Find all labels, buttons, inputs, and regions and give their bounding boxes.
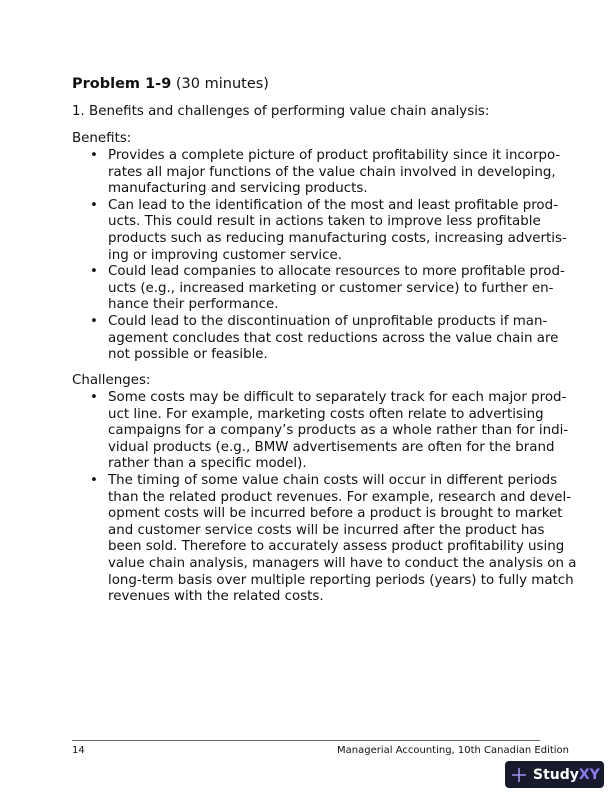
text-line: Could lead to the discontinuation of unprofitable products if man- — [108, 313, 548, 329]
text-line: than the related product revenues. For example, research and devel- — [108, 489, 572, 505]
text-line: products such as reducing manufacturing costs, increasing advertis- — [108, 230, 567, 246]
bullet-icon: • — [90, 313, 98, 329]
list-item — [90, 197, 567, 264]
footer-rule — [72, 740, 540, 741]
text-line: manufacturing and servicing products. — [108, 181, 368, 197]
list-item — [90, 472, 577, 606]
book-title: Managerial Accounting, 10th Canadian Edition — [337, 745, 570, 756]
text-line: been sold. Therefore to accurately assess product profitability using — [108, 539, 565, 555]
text-line: long-term basis over multiple reporting periods (years) to fully match — [108, 572, 574, 588]
bullet-icon: • — [90, 472, 98, 488]
text-line: opment costs will be incurred before a product is brought to market — [108, 506, 563, 522]
bullet-icon: • — [90, 148, 98, 163]
text-line: not possible or feasible. — [108, 347, 268, 363]
intro-text: 1. Benefits and challenges of performing value chain analysis: — [72, 104, 490, 119]
text-line: ucts (e.g., increased marketing or customer service) to further en- — [108, 280, 554, 296]
logo-accent: XY — [578, 766, 600, 783]
logo-text: Study — [533, 766, 579, 783]
text-line: Provides a complete picture of product profitability since it incorpo- — [108, 148, 561, 163]
list-item — [90, 390, 569, 473]
list-item — [90, 148, 561, 198]
list-item — [90, 264, 565, 314]
benefits-heading: Benefits: — [72, 131, 132, 146]
benefits-list — [90, 148, 567, 364]
text-line: revenues with the related costs. — [108, 589, 324, 605]
text-line: vidual products (e.g., BMW advertisements are often for the brand — [108, 439, 555, 455]
problem-number: Problem 1-9 — [72, 76, 172, 92]
plus-icon — [511, 767, 527, 783]
list-item — [90, 313, 559, 364]
text-line: campaigns for a company’s products as a whole rather than for indi- — [108, 423, 569, 439]
text-line: Some costs may be difficult to separately track for each major prod- — [108, 390, 567, 405]
problem-duration: (30 minutes) — [171, 76, 269, 92]
challenges-list — [90, 390, 577, 606]
challenges-heading: Challenges: — [72, 373, 151, 388]
text-line: agement concludes that cost reductions across the value chain are — [108, 330, 559, 346]
text-line: and customer service costs will be incurred after the product has — [108, 522, 545, 538]
text-line: ing or improving customer service. — [108, 247, 343, 263]
text-line: Could lead companies to allocate resources to more profitable prod- — [108, 264, 565, 280]
text-line: value chain analysis, managers will have to conduct the analysis on a — [108, 555, 577, 571]
studyxy-logo — [505, 761, 604, 788]
text-line: rather than a specific model). — [108, 456, 307, 472]
bullet-icon: • — [90, 390, 98, 405]
text-line: uct line. For example, marketing costs often relate to advertising — [108, 406, 544, 422]
bullet-icon: • — [90, 197, 98, 213]
text-line: ucts. This could result in actions taken to improve less profitable — [108, 214, 541, 230]
bullet-icon: • — [90, 264, 98, 280]
problem-title — [72, 76, 269, 92]
text-line: The timing of some value chain costs will occur in different periods — [108, 472, 558, 488]
text-line: rates all major functions of the value chain involved in developing, — [108, 164, 556, 180]
page-number: 14 — [72, 745, 85, 756]
text-line: hance their performance. — [108, 297, 279, 313]
text-line: Can lead to the identification of the most and least profitable prod- — [108, 197, 558, 213]
